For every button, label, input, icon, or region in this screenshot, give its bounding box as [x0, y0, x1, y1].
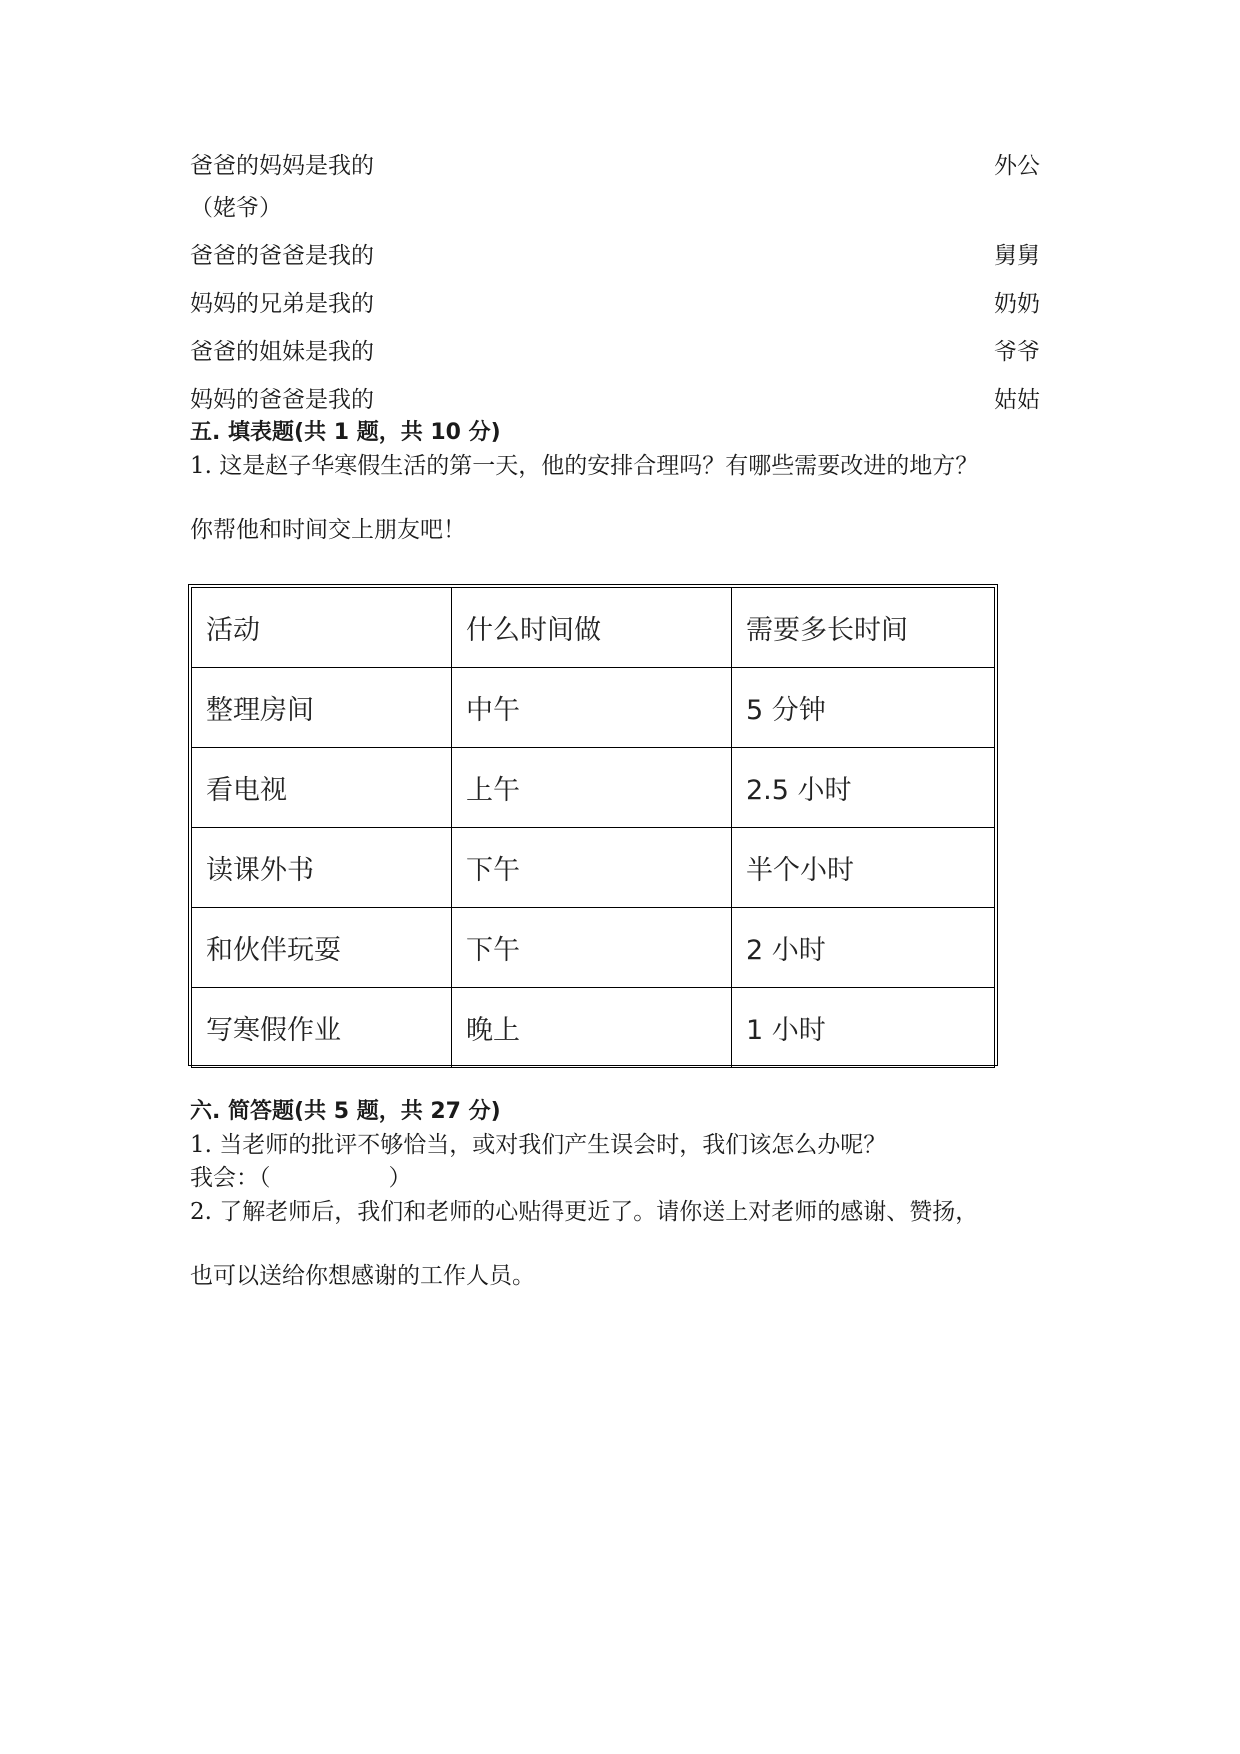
table-cell: 5 分钟: [732, 668, 995, 748]
section6-question-2-line2: 也可以送给你想感谢的工作人员。: [190, 1263, 535, 1289]
match-right-1: 外公: [994, 153, 1040, 179]
table-cell: 中午: [452, 668, 732, 748]
section5-question-line2: 你帮他和时间交上朋友吧！: [190, 517, 466, 543]
table-cell: 1 小时: [732, 988, 995, 1068]
match-left-5: 爸爸的姐妹是我的: [190, 339, 374, 365]
match-left-2: （姥爷）: [190, 195, 282, 221]
section6-heading: 六. 简答题(共 5 题，共 27 分): [190, 1099, 501, 1124]
schedule-table: [188, 584, 998, 1066]
table-cell: 整理房间: [192, 668, 452, 748]
table-cell: 下午: [452, 828, 732, 908]
table-row: [192, 668, 995, 748]
table-cell: 和伙伴玩耍: [192, 908, 452, 988]
table-cell: 2 小时: [732, 908, 995, 988]
match-left-1: 爸爸的妈妈是我的: [190, 153, 374, 179]
table-cell: 写寒假作业: [192, 988, 452, 1068]
match-left-4: 妈妈的兄弟是我的: [190, 291, 374, 317]
section5-question-line1: 1. 这是赵子华寒假生活的第一天，他的安排合理吗？有哪些需要改进的地方？: [190, 453, 979, 479]
answer-suffix: ）: [388, 1165, 412, 1191]
section5-heading: 五. 填表题(共 1 题，共 10 分): [190, 420, 501, 445]
table-cell: 2.5 小时: [732, 748, 995, 828]
section6-question-2-line1: 2. 了解老师后，我们和老师的心贴得更近了。请你送上对老师的感谢、赞扬，: [190, 1199, 979, 1225]
table-row: [192, 988, 995, 1068]
table-cell: 看电视: [192, 748, 452, 828]
answer-prefix: 我会：（: [190, 1165, 271, 1191]
table-row: [192, 908, 995, 988]
table-cell: 读课外书: [192, 828, 452, 908]
section6-answer-line: [190, 1163, 412, 1193]
match-right-5: 爷爷: [994, 339, 1040, 365]
match-right-3: 舅舅: [994, 243, 1040, 269]
table-cell: 下午: [452, 908, 732, 988]
match-left-6: 妈妈的爸爸是我的: [190, 387, 374, 413]
table-header-row: [192, 588, 995, 668]
table-header-cell: 活动: [192, 588, 452, 668]
match-left-3: 爸爸的爸爸是我的: [190, 243, 374, 269]
section6-question-1: 1. 当老师的批评不够恰当，或对我们产生误会时，我们该怎么办呢？: [190, 1132, 887, 1158]
table-cell: 晚上: [452, 988, 732, 1068]
table-row: [192, 748, 995, 828]
table-header-cell: 什么时间做: [452, 588, 732, 668]
match-right-4: 奶奶: [994, 291, 1040, 317]
match-right-6: 姑姑: [994, 387, 1040, 413]
table-cell: 上午: [452, 748, 732, 828]
table-row: [192, 828, 995, 908]
table-cell: 半个小时: [732, 828, 995, 908]
table-header-cell: 需要多长时间: [732, 588, 995, 668]
